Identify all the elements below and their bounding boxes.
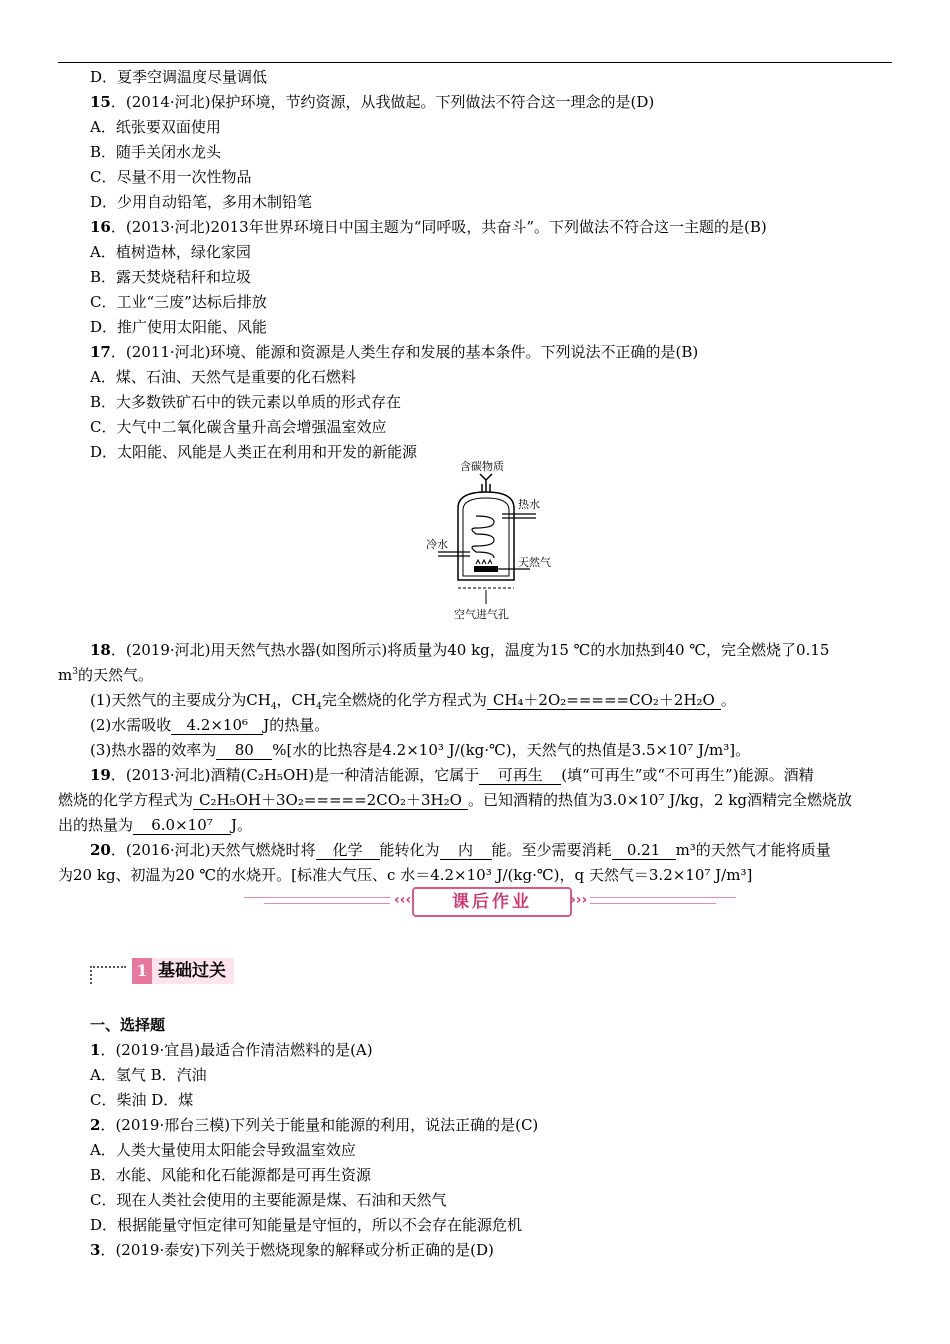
q17-option-b: B．大多数铁矿石中的铁元素以单质的形式存在 <box>90 393 402 411</box>
e1-options-cd: C．柴油 D．煤 <box>90 1091 194 1109</box>
q18-stem-line2: $m^3$的天然气。 <box>58 666 153 684</box>
q15-option-b: B．随手关闭水龙头 <box>90 143 222 161</box>
label-hot-water: 热水 <box>518 498 540 511</box>
label-carbon-material: 含碳物质 <box>460 460 504 473</box>
e1-options-ab: A．氢气 B．汽油 <box>90 1066 207 1084</box>
e2-option-b: B．水能、风能和化石能源都是可再生资源 <box>90 1166 372 1184</box>
e2-stem: 2．(2019·邢台三模)下列关于能量和能源的利用，说法正确的是(C) <box>90 1116 539 1134</box>
e3-stem: 3．(2019·泰安)下列关于燃烧现象的解释或分析正确的是(D) <box>90 1241 494 1259</box>
chevron-right-icon: ››› <box>570 892 588 908</box>
q19-answer-type: 可再生 <box>479 766 561 785</box>
water-heater-diagram <box>418 458 568 626</box>
q19-line1: 19．(2013·河北)酒精(C₂H₅OH)是一种清洁能源，它属于 可再生 (填“可再生”或“不可再生”)能源。酒精 <box>90 766 814 784</box>
section-label: 基础过关 <box>152 958 234 984</box>
q20-line2: 为20 kg、初温为20 ℃的水烧开。[标准大气压、c 水＝4.2×10³ J/(kg·℃)，q 天然气＝3.2×10⁷ J/m³] <box>58 866 753 884</box>
homework-banner <box>244 885 736 917</box>
q15-stem: 15．(2014·河北)保护环境，节约资源，从我做起。下列做法不符合这一理念的是(D) <box>90 93 655 111</box>
q16-option-d: D．推广使用太阳能、风能 <box>90 318 268 336</box>
q20-answer-volume: 0.21 <box>612 841 676 860</box>
q16-option-c: C．工业“三废”达标后排放 <box>90 293 267 311</box>
q17-stem: 17．(2011·河北)环境、能源和资源是人类生存和发展的基本条件。下列说法不正确的是(B) <box>90 343 699 361</box>
q17-option-d: D．太阳能、风能是人类正在利用和开发的新能源 <box>90 443 418 461</box>
q15-option-c: C．尽量不用一次性物品 <box>90 168 252 186</box>
q20-answer-to: 内 <box>440 841 492 860</box>
q18-answer-equation: CH₄＋2O₂=====CO₂＋2H₂O <box>487 691 721 710</box>
q19-answer-heat: 6.0×10⁷ <box>133 816 231 835</box>
q19-line3: 出的热量为 6.0×10⁷ J。 <box>58 816 253 834</box>
label-cold-water: 冷水 <box>426 538 448 551</box>
label-natural-gas: 天然气 <box>518 556 551 569</box>
q15-option-d: D．少用自动铅笔，多用木制铅笔 <box>90 193 313 211</box>
q17-option-a: A．煤、石油、天然气是重要的化石燃料 <box>90 368 356 386</box>
q16-option-a: A．植树造林，绿化家园 <box>90 243 251 261</box>
top-rule <box>58 62 892 63</box>
section-number: 1 <box>132 958 152 984</box>
q16-option-b: B．露天焚烧秸秆和垃圾 <box>90 268 252 286</box>
q16-stem: 16．(2013·河北)2013年世界环境日中国主题为“同呼吸，共奋斗”。下列做法不符合这一主题的是(B) <box>90 218 767 236</box>
q18-part1: (1)天然气的主要成分为$CH_4$，$CH_4$完全燃烧的化学方程式为 CH₄＋2O₂=====CO₂＋2H₂O 。 <box>90 691 736 712</box>
burner-icon <box>474 566 498 572</box>
q18-part3: (3)热水器的效率为 80 %[水的比热容是4.2×10³ J/(kg·℃)，天然气的热值是3.5×10⁷ J/m³]。 <box>90 741 751 759</box>
e2-option-a: A．人类大量使用太阳能会导致温室效应 <box>90 1141 356 1159</box>
q18-answer-efficiency: 80 <box>216 741 272 760</box>
q14-option-d: D．夏季空调温度尽量调低 <box>90 68 268 86</box>
q20-line1: 20．(2016·河北)天然气燃烧时将 化学 能转化为 内 能。至少需要消耗 0.21 m³的天然气才能将质量 <box>90 841 831 859</box>
q18-stem-line1: 18．(2019·河北)用天然气热水器(如图所示)将质量为40 kg，温度为15 ℃的水加热到40 ℃，完全燃烧了0.15 <box>90 641 830 659</box>
section-header <box>90 958 260 988</box>
chevron-left-icon: ‹‹‹ <box>394 892 412 908</box>
e2-option-d: D．根据能量守恒定律可知能量是守恒的，所以不会存在能源危机 <box>90 1216 523 1234</box>
q15-option-a: A．纸张要双面使用 <box>90 118 221 136</box>
section-dots <box>90 966 126 968</box>
q18-part2: (2)水需吸收 4.2×10⁶ J的热量。 <box>90 716 330 734</box>
e2-option-c: C．现在人类社会使用的主要能源是煤、石油和天然气 <box>90 1191 447 1209</box>
label-air-inlet: 空气进气孔 <box>454 608 509 621</box>
banner-title: 课后作业 <box>412 887 572 917</box>
q19-line2: 燃烧的化学方程式为 C₂H₅OH＋3O₂=====2CO₂＋3H₂O 。已知酒精的热值为3.0×10⁷ J/kg，2 kg酒精完全燃烧放 <box>58 791 853 809</box>
e1-stem: 1．(2019·宜昌)最适合作清洁燃料的是(A) <box>90 1041 373 1059</box>
q19-answer-equation: C₂H₅OH＋3O₂=====2CO₂＋3H₂O <box>193 791 468 810</box>
q20-answer-from: 化学 <box>316 841 380 860</box>
part-heading: 一、选择题 <box>90 1016 166 1034</box>
q17-option-c: C．大气中二氧化碳含量升高会增强温室效应 <box>90 418 387 436</box>
q18-answer-heat: 4.2×10⁶ <box>171 716 263 735</box>
